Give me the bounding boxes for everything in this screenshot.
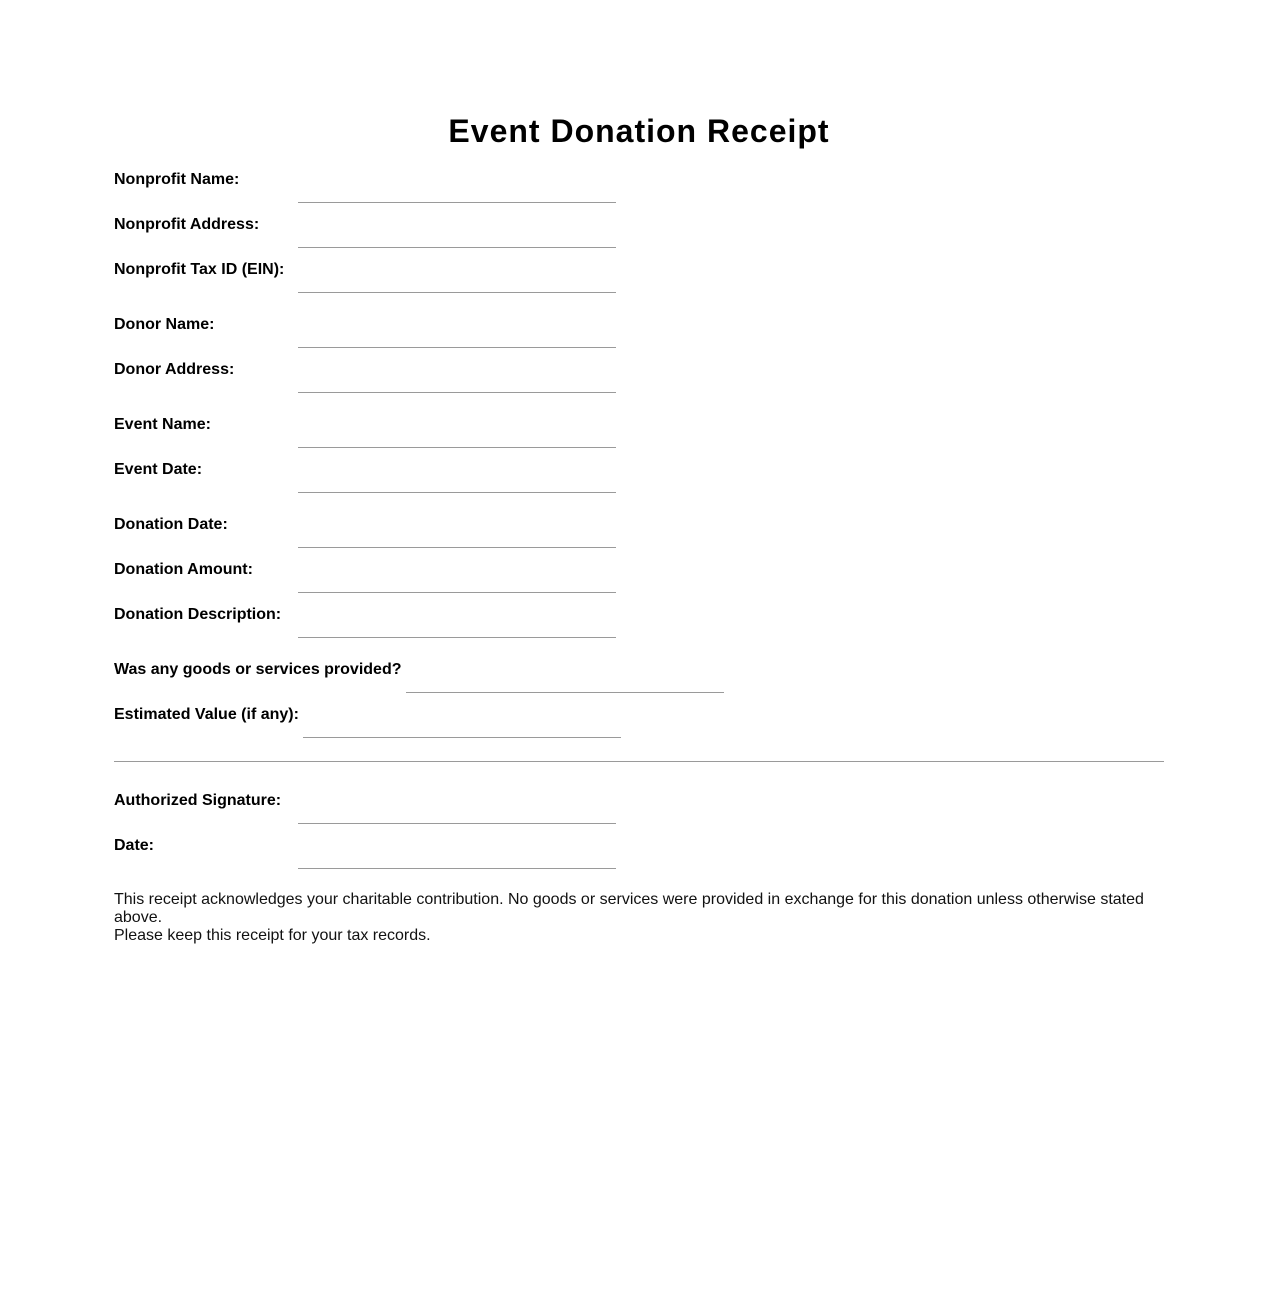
estimated-value-label: Estimated Value (if any): (114, 706, 299, 723)
signature-date-input[interactable] (298, 848, 616, 869)
donor-address-label: Donor Address: (114, 361, 235, 378)
donation-amount-input[interactable] (298, 572, 616, 593)
nonprofit-address-input[interactable] (298, 227, 616, 248)
page-title: Event Donation Receipt (448, 113, 830, 150)
event-name-label: Event Name: (114, 416, 211, 433)
footer-acknowledgement: This receipt acknowledges your charitable contribution. No goods or services were provided in exchange for this donation unless otherwise stated above. (114, 891, 1144, 926)
donation-description-label: Donation Description: (114, 606, 282, 623)
event-name-input[interactable] (298, 427, 616, 448)
estimated-value-input[interactable] (303, 717, 621, 738)
section-divider (114, 761, 1164, 762)
nonprofit-address-label: Nonprofit Address: (114, 216, 260, 233)
donor-name-input[interactable] (298, 327, 616, 348)
nonprofit-name-label: Nonprofit Name: (114, 171, 240, 188)
goods-services-label: Was any goods or services provided? (114, 661, 402, 678)
donation-amount-label: Donation Amount: (114, 561, 253, 578)
authorized-signature-input[interactable] (298, 803, 616, 824)
donation-description-input[interactable] (298, 617, 616, 638)
signature-date-label: Date: (114, 837, 155, 854)
nonprofit-tax-id-input[interactable] (298, 272, 616, 293)
footer-tax-reminder: Please keep this receipt for your tax records. (114, 927, 431, 944)
nonprofit-name-input[interactable] (298, 182, 616, 203)
receipt-footer-note (114, 891, 1174, 945)
donation-date-label: Donation Date: (114, 516, 228, 533)
nonprofit-tax-id-label: Nonprofit Tax ID (EIN): (114, 261, 285, 278)
authorized-signature-label: Authorized Signature: (114, 792, 282, 809)
donor-name-label: Donor Name: (114, 316, 215, 333)
donor-address-input[interactable] (298, 372, 616, 393)
event-date-input[interactable] (298, 472, 616, 493)
goods-services-input[interactable] (406, 672, 724, 693)
event-date-label: Event Date: (114, 461, 203, 478)
donation-date-input[interactable] (298, 527, 616, 548)
